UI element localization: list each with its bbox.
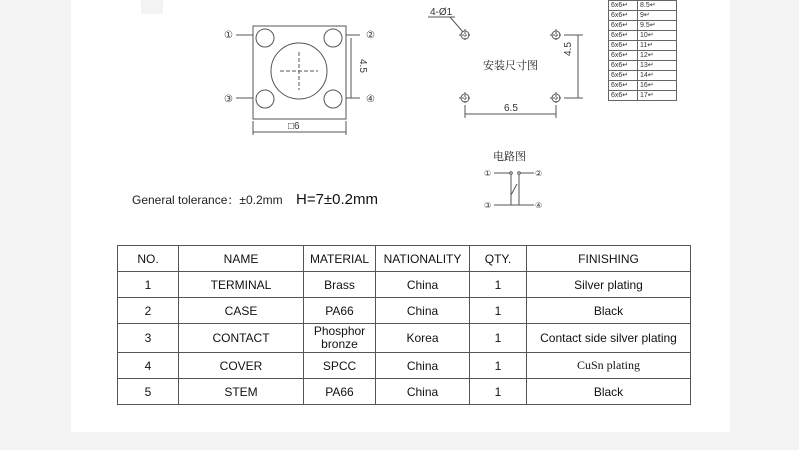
body-width-dim: □6 bbox=[288, 121, 300, 132]
height-spec: H=7±0.2mm bbox=[296, 191, 379, 208]
table-row: 4 COVER SPCC China 1 CuSn plating bbox=[118, 353, 691, 379]
header-finishing: FINISHING bbox=[527, 246, 691, 272]
circuit-diagram bbox=[482, 148, 552, 214]
height-size-table bbox=[608, 0, 677, 101]
size-row: 6x6↵ 9.5↵ bbox=[609, 21, 677, 31]
size-row: 6x6↵ 12↵ bbox=[609, 51, 677, 61]
size-row: 6x6↵ 8.5↵ bbox=[609, 1, 677, 11]
install-dimension-drawing bbox=[425, 4, 595, 122]
size-row: 6x6↵ 11↵ bbox=[609, 41, 677, 51]
table-row: 5 STEM PA66 China 1 Black bbox=[118, 379, 691, 405]
header-nationality: NATIONALITY bbox=[376, 246, 470, 272]
install-height-dim: 4.5 bbox=[563, 42, 574, 56]
spec-table-header bbox=[118, 246, 691, 272]
size-row: 6x6↵ 9↵ bbox=[609, 11, 677, 21]
body-height-dim: 4.5 bbox=[357, 59, 368, 73]
pin-3-label: ③ bbox=[224, 94, 233, 105]
switch-outline-drawing bbox=[220, 15, 390, 140]
install-title: 安装尺寸图 bbox=[483, 60, 538, 72]
circuit-title: 电路图 bbox=[493, 151, 526, 163]
header-qty: QTY. bbox=[470, 246, 527, 272]
table-row: 3 CONTACT Phosphor bronze Korea 1 Contact side silver plating bbox=[118, 324, 691, 353]
size-row: 6x6↵ 16↵ bbox=[609, 81, 677, 91]
circuit-pin-3: ③ bbox=[484, 201, 492, 210]
pin-2-label: ② bbox=[366, 30, 375, 41]
circuit-pin-2: ② bbox=[535, 169, 543, 178]
header-no: NO. bbox=[118, 246, 179, 272]
size-row: 6x6↵ 13↵ bbox=[609, 61, 677, 71]
spec-table bbox=[117, 245, 691, 405]
pin-4-label: ④ bbox=[366, 94, 375, 105]
header-name: NAME bbox=[179, 246, 304, 272]
general-tolerance: General tolerance：±0.2mm bbox=[132, 193, 283, 207]
table-row: 2 CASE PA66 China 1 Black bbox=[118, 298, 691, 324]
size-row: 6x6↵ 10↵ bbox=[609, 31, 677, 41]
size-row: 6x6↵ 17↵ bbox=[609, 91, 677, 101]
circuit-pin-1: ① bbox=[484, 169, 492, 178]
hole-label: 4-Ø1 bbox=[430, 7, 453, 18]
top-tab bbox=[141, 0, 163, 14]
install-width-dim: 6.5 bbox=[504, 103, 518, 114]
size-row: 6x6↵ 14↵ bbox=[609, 71, 677, 81]
circuit-pin-4: ④ bbox=[535, 201, 543, 210]
table-row: 1 TERMINAL Brass China 1 Silver plating bbox=[118, 272, 691, 298]
header-material: MATERIAL bbox=[304, 246, 376, 272]
pin-1-label: ① bbox=[224, 30, 233, 41]
